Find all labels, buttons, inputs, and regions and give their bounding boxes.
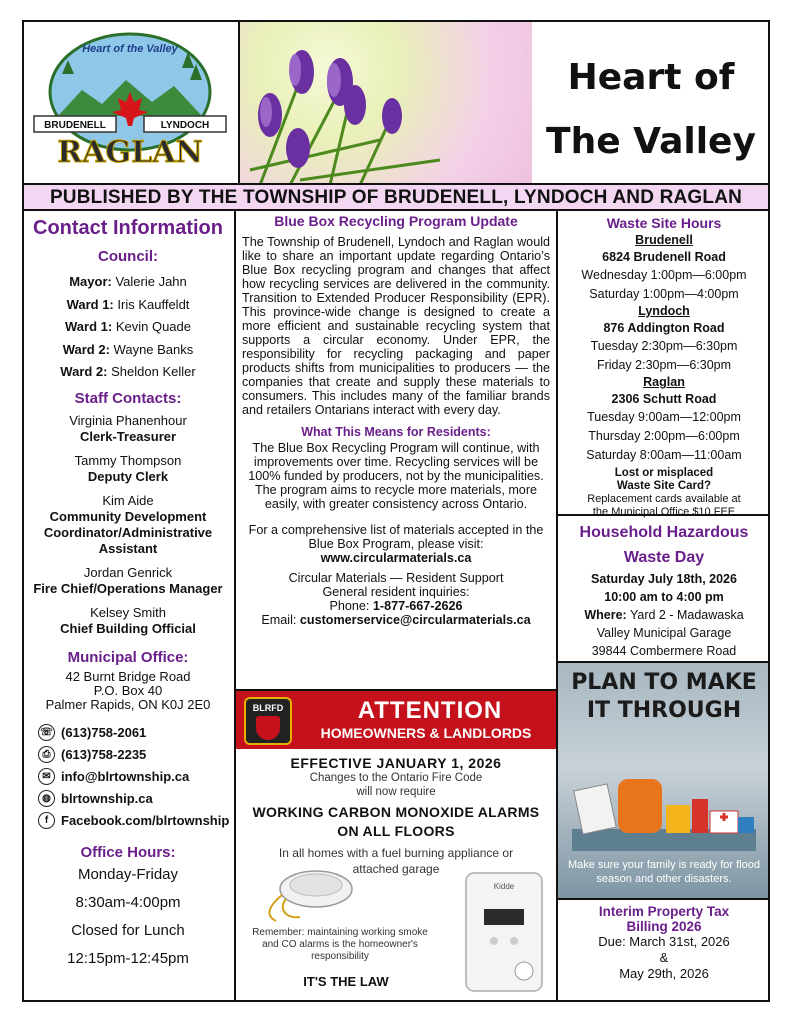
law-text: IT'S THE LAW [303,974,389,989]
hhw-title-line-1: Household Hazardous [579,524,749,541]
hhw-where-label: Where: [584,608,627,622]
council-role: Ward 2: [62,341,110,357]
page-border [22,20,770,1002]
council-name: Iris Kauffeldt [117,296,190,312]
device-brand: Kidde [493,882,515,891]
staff-name: Kelsey Smith [90,604,166,620]
hhw-where-line-3: 39844 Combermere Road [591,644,737,658]
changes-line-2: will now require [356,786,436,798]
email-address: info@blrtownship.ca [61,769,190,784]
council-role: Ward 1: [65,319,113,334]
badge-text: BLRFD [252,703,284,713]
waste-site-time: Saturday 1:00pm—4:00pm [589,287,739,301]
staff-name: Tammy Thompson [74,452,182,468]
hhw-date: Saturday July 18th, 2026 [591,572,737,586]
office-heading: Municipal Office: [67,648,189,666]
attention-subheading: HOMEOWNERS & LANDLORDS [320,725,532,741]
changes-line-1: Changes to the Ontario Fire Code [309,772,483,784]
waste-site-time: Wednesday 1:00pm—6:00pm [581,268,747,282]
logo-right-label: LYNDOCH [160,120,210,131]
council-heading: Council: [98,248,158,265]
council-role: Ward 2: [60,364,108,379]
logo-left-label: BRUDENELL [44,120,106,131]
waste-site-town: Raglan [643,375,685,389]
waste-site-town: Brudenell [635,233,693,247]
staff-role: Fire Chief/Operations Manager [33,580,223,596]
tax-title-line-2: Billing 2026 [626,919,702,934]
support-line-1: Circular Materials — Resident Support [288,571,504,585]
waste-site-time: Saturday 8:00am—11:00am [586,448,742,462]
logo-bottom-label: RAGLAN [57,135,203,170]
staff-name: Virginia Phanenhour [69,412,187,428]
replace-line-1: Replacement cards available at [587,493,741,505]
residents-heading: What This Means for Residents: [301,425,491,439]
council-name: Kevin Quade [115,319,191,334]
office-address-line-1: 42 Burnt Bridge Road [65,668,191,684]
replace-line-2: the Municipal Office $10 FEE [592,506,736,518]
title-line-1: Heart of [567,57,735,98]
plan-heading-line-2: IT THROUGH [586,698,742,723]
alarm-line-1: WORKING CARBON MONOXIDE ALARMS [252,804,540,820]
council-name: Sheldon Keller [111,364,196,379]
staff-role: Deputy Clerk [87,468,169,484]
alarm-line-2: ON ALL FLOORS [337,823,455,839]
support-phone-label: Phone: [329,599,370,613]
email-icon: ✉ [38,768,55,785]
facebook-icon: f [38,812,55,829]
publisher-banner: PUBLISHED BY THE TOWNSHIP OF BRUDENELL, LYNDOCH AND RAGLAN [22,185,770,211]
staff-role: Clerk-Treasurer [79,428,177,444]
tax-second-date: May 29th, 2026 [619,966,709,981]
support-line-2: General resident inquiries: [322,585,470,599]
logo-ring-text: Heart of the Valley [82,43,178,55]
waste-site-address: 6824 Brudenell Road [602,250,726,264]
waste-site-time: Tuesday 2:30pm—6:30pm [590,339,738,353]
office-address-line-3: Palmer Rapids, ON K0J 2E0 [45,696,211,712]
waste-site-time: Thursday 2:00pm—6:00pm [588,429,740,443]
homes-line-2: attached garage [352,862,440,876]
hours-line-2: 8:30am-4:00pm [75,893,181,911]
waste-site-time: Tuesday 9:00am—12:00pm [587,410,741,424]
staff-name: Jordan Genrick [83,564,173,580]
hours-line-1: Monday-Friday [77,865,179,883]
staff-role: Chief Building Official [60,620,196,636]
staff-role: Community Development Coordinator/Administrative Assistant [43,508,213,556]
globe-icon: ◍ [38,790,55,807]
waste-site-town: Lyndoch [638,304,690,318]
tax-ampersand: & [659,950,669,965]
hhw-title-line-2: Waste Day [623,549,705,566]
waste-site-address: 2306 Schutt Road [611,392,717,406]
lost-card-line-2: Waste Site Card? [616,480,712,492]
title-line-2: The Valley [546,121,756,162]
hours-line-4: 12:15pm-12:45pm [67,949,189,967]
hours-line-3: Closed for Lunch [71,921,185,939]
staff-heading: Staff Contacts: [74,389,182,407]
attention-heading: ATTENTION [357,697,503,724]
office-address-line-2: P.O. Box 40 [93,682,163,698]
tax-due-date: Due: March 31st, 2026 [598,934,730,949]
waste-site-time: Friday 2:30pm—6:30pm [596,358,732,372]
phone-icon: ☏ [38,724,55,741]
reminder-text: Remember: maintaining working smoke and CO alarms is the homeowner's responsibility [252,927,428,962]
facebook-url: Facebook.com/blrtownship [61,813,230,828]
council-name: Valerie Jahn [115,274,187,289]
staff-name: Kim Aide [102,492,154,508]
effective-date: EFFECTIVE JANUARY 1, 2026 [290,755,502,771]
homes-line-1: In all homes with a fuel burning appliance or [278,846,514,860]
fax-number: (613)758-2235 [61,747,147,762]
materials-url[interactable]: www.circularmaterials.ca [320,551,472,565]
residents-text: The Blue Box Recycling Program will continue, with improvements over time. Recycling services will be 100% funded by producers, not by the municipalities. The program aims to recycle more materials, more easily, with greater consistency across Ontario. [248,441,544,511]
waste-site-address: 876 Addington Road [603,321,725,335]
hhw-where-value: Yard 2 - Madawaska [629,608,744,622]
council-name: Wayne Banks [113,341,194,357]
bluebox-title: Blue Box Recycling Program Update [274,213,518,229]
contact-heading: Contact Information [33,217,223,239]
website-url: blrtownship.ca [61,791,153,806]
waste-title: Waste Site Hours [606,215,722,231]
plan-heading-line-1: PLAN TO MAKE [571,670,757,695]
fax-icon: ⎙ [38,746,55,763]
support-phone[interactable]: 1-877-667-2626 [372,599,463,613]
hhw-where-line-2: Valley Municipal Garage [596,626,732,640]
bluebox-body: The Township of Brudenell, Lyndoch and Raglan would like to share an important update regarding Ontario’s Blue Box recycling program and changes that affect how recycling services are delivered in the community. Transition to Extended Producer Responsibility (EPR). This province-wide change is designed to create a more efficient and sustainable recycling system that supports a circular economy. Under EPR, the responsibility for recycling packaging and paper products shifts from municipalities to producers — the companies that create and supply these materials to consumers. This includes many of the familiar brands and retailers Ontarians interact with every day. [242,235,550,417]
plan-footer: Make sure your family is ready for flood season and other disasters. [568,859,760,885]
council-role: Mayor: [69,274,112,289]
hhw-time: 10:00 am to 4:00 pm [604,590,724,604]
hours-heading: Office Hours: [80,843,176,861]
lost-card-line-1: Lost or misplaced [614,467,714,479]
tax-title-line-1: Interim Property Tax [598,904,730,919]
council-role: Ward 1: [66,296,114,312]
support-email[interactable]: customerservice@circularmaterials.ca [299,613,531,627]
materials-list-text: For a comprehensive list of materials accepted in the Blue Box Program, please visit: [248,523,544,551]
support-email-label: Email: [261,613,297,627]
phone-number: (613)758-2061 [61,725,147,740]
